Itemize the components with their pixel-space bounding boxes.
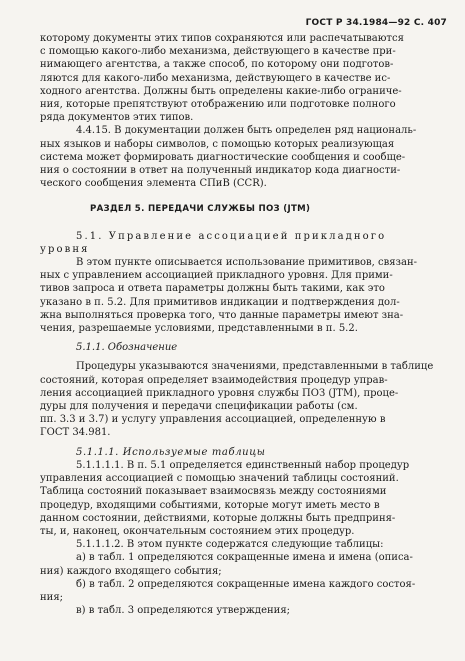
- text-line: Процедуры указываются значениями, представленными в таблице: [76, 361, 434, 373]
- text-line: указано в п. 5.2. Для примитивов индикации и подтверждения дол-: [40, 296, 400, 308]
- text-line: В этом пункте описывается использование примитивов, связан-: [76, 257, 418, 269]
- clause-4-4-15: 4.4.15. В документации должен быть определен ряд националь-: [76, 125, 417, 137]
- clause-5-1-title: 5.1. Управление ассоциацией прикладного: [76, 230, 387, 242]
- text-line: система может формировать диагностические сообщения и сообще-: [40, 151, 406, 163]
- clause-5-1-1-title: 5.1.1. Обозначение: [76, 342, 178, 354]
- text-line: 5.1.1.1.1. В п. 5.1 определяется единственный набор процедур: [76, 459, 410, 471]
- text-line: чения, разрешаемые условиями, представленными в п. 5.2.: [40, 323, 358, 335]
- text-line: ных языков и наборы символов, с помощью которых реализующая: [40, 138, 395, 150]
- text-line: процедур, входящими событиями, которые могут иметь место в: [40, 499, 380, 511]
- text-line: ния;: [40, 591, 64, 603]
- page-header: ГОСТ Р 34.1984—92 С. 407: [305, 18, 447, 28]
- list-item-a: а) в табл. 1 определяются сокращенные имена и имена (описа-: [76, 552, 413, 564]
- text-line: нимающего агентства, а также способ, по которому они подготов-: [40, 59, 394, 71]
- text-line: ляются для какого-либо механизма, действующего в качестве ис-: [40, 72, 391, 84]
- text-line: с помощью какого-либо механизма, действующего в качестве при-: [40, 46, 396, 58]
- text-line: ления ассоциацией прикладного уровня службы ПОЗ (JTM), проце-: [40, 387, 399, 399]
- text-line: дуры для получения и передачи спецификации работы (см.: [40, 401, 358, 413]
- text-line: ГОСТ 34.981.: [40, 427, 111, 439]
- text-line: ческого сообщения элемента СПиВ (CCR).: [40, 178, 267, 190]
- list-item-v: в) в табл. 3 определяются утверждения;: [76, 605, 290, 617]
- text-line: ты, и, наконец, окончательным состоянием этих процедур.: [40, 525, 355, 537]
- clause-5-1-1-1-title: 5.1.1.1. Используемые таблицы: [76, 446, 266, 458]
- text-line: ния, которые препятствуют отображению или подготовке полного: [40, 99, 396, 111]
- text-line: которому документы этих типов сохраняются или распечатываются: [40, 33, 404, 44]
- text-line: ния о состоянии в ответ на полученный индикатор кода диагности-: [40, 165, 401, 177]
- text-line: жна выполняться проверка того, что данные параметры имеют зна-: [40, 309, 404, 321]
- body-text: [40, 32, 436, 617]
- section-5-title: РАЗДЕЛ 5. ПЕРЕДАЧИ СЛУЖБЫ ПОЗ (JTM): [90, 204, 311, 215]
- clause-5-1-title-cont: уровня: [40, 243, 90, 255]
- text-line: ряда документов этих типов.: [40, 112, 194, 124]
- text-line: Таблица состояний показывает взаимосвязь между состояниями: [40, 486, 387, 498]
- text-line: тивов запроса и ответа параметры должны быть такими, как это: [40, 283, 385, 295]
- text-line: данном состоянии, действиями, которые должны быть предприня-: [40, 512, 396, 524]
- text-line: ния) каждого входящего события;: [40, 565, 222, 577]
- text-line: пп. 3.3 и 3.7) и услугу управления ассоциацией, определенную в: [40, 414, 386, 426]
- text-line: ходного агентства. Должны быть определены какие-либо ограниче-: [40, 85, 402, 97]
- clause-5-1-1-1-2: 5.1.1.1.2. В этом пункте содержатся следующие таблицы:: [76, 539, 384, 551]
- text-line: ных с управлением ассоциацией прикладного уровня. Для прими-: [40, 270, 393, 282]
- list-item-b: б) в табл. 2 определяются сокращенные имена каждого состоя-: [76, 578, 416, 590]
- text-line: состояний, которая определяет взаимодействия процедур управ-: [40, 374, 388, 386]
- text-line: управления ассоциацией с помощью значений таблицы состояний.: [40, 473, 399, 485]
